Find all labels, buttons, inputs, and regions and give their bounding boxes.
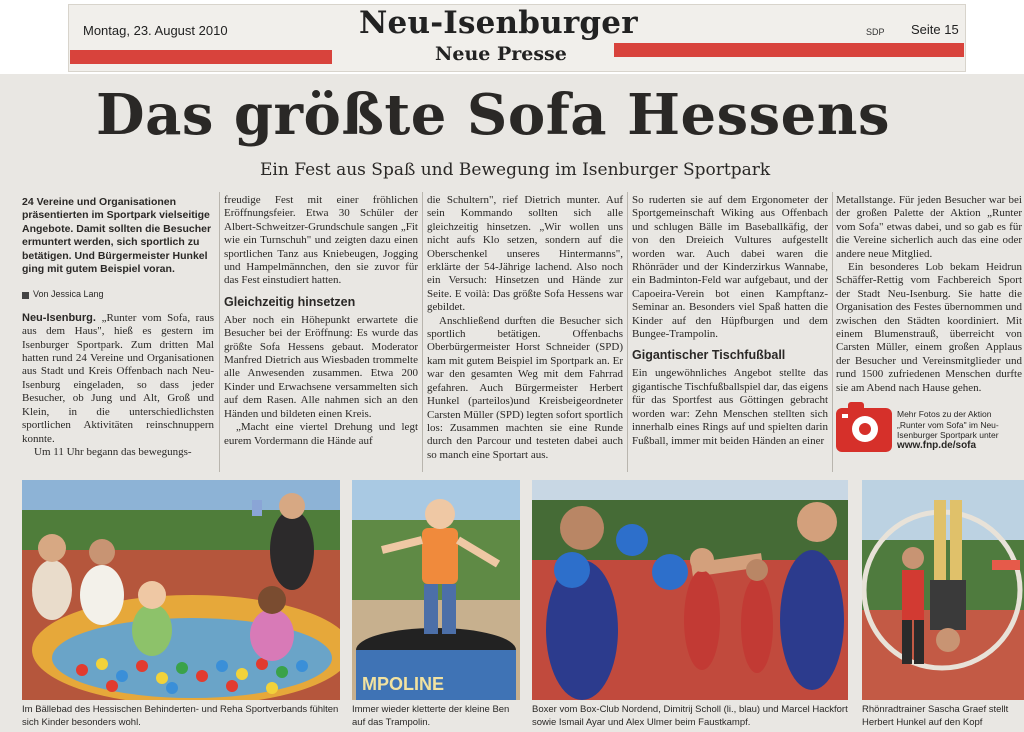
photo-boxing: [532, 480, 848, 700]
page-number: Seite 15: [911, 22, 959, 37]
paragraph: freudige Fest mit einer fröhlichen Eröffnungsfeier. Etwa 30 Schüler der Albert-Schweitzer-Grundschule sangen „Fit wie ein Turnschuh" und zeigten dazu einen sportlichen Tanz aus Kniebeugen, Jogging und Hampelmännchen, den sie zuvor für das Fest einstudiert hatten.: [224, 194, 418, 287]
paragraph: Anschließend durften die Besucher sich sportlich betätigen. Offenbachs Oberbürgermeister Horst Schneider (SPD) kam mit gutem Beispiel im Sportpark an. Er war den gesamten Weg mit dem Fahrrad gefahren. Auch Bürgermeister Herbert Hunkel (parteilos)und Kreisbeigeordneter Carsten Müller (SPD) legten sofort sportlich los: Zusammen machten sie eine Runde durch den Parcour und testeten dabei auch so manch eine Sportart aus.: [427, 314, 623, 461]
paragraph: Um 11 Uhr begann das bewegungs-: [34, 445, 192, 458]
article-teaser: 24 Vereine und Organisationen präsentierten im Sportpark vielseitige Angebote. Damit sollten die Besucher ermuntert werden, sich sportlich zu betätigen. Und Bürgermeister Hunkel ging mit gutem Beispiel voran.: [22, 196, 212, 276]
column-divider: [627, 192, 628, 472]
photo-caption: Im Bällebad des Hessischen Behinderten- und Reha Sportverbands fühlten sich Kinder besonders wohl.: [22, 704, 339, 728]
column-3: [427, 194, 623, 462]
column-divider: [219, 192, 220, 472]
byline-marker-icon: [22, 292, 29, 299]
author: Von Jessica Lang: [33, 289, 104, 300]
article-subheadline: Ein Fest aus Spaß und Bewegung im Isenburger Sportpark: [260, 160, 771, 180]
edition-code: SDP: [866, 27, 885, 37]
byline: [22, 288, 214, 301]
paragraph: die Schultern", rief Dietrich munter. Auf sein Kommando sollten sich alle gleichzeitig hinsetzen. „Wir wollen uns nicht aufs Klo setzen, sondern auf die Oberschenkel unseres Hintermanns", erklärte der 54-Jährige lachend. Also noch ein Versuch: Hinsetzen und Hände zur Seite. E voilà: Das größte Sofa Hessens war gebildet.: [427, 194, 623, 314]
more-photos-text: Mehr Fotos zu der Aktion „Runter vom Sofa" im Neu-Isenburger Sportpark unter: [897, 409, 999, 440]
photo-rhoenrad: [862, 480, 1024, 700]
column-2: [224, 194, 418, 448]
photo-caption: Immer wieder kletterte der kleine Ben auf das Trampolin.: [352, 704, 510, 728]
column-4: [632, 194, 828, 448]
paragraph: Aber noch ein Höhepunkt erwartete die Besucher bei der Eröffnung: Es wurde das größte Sofa Hessens gebaut. Moderator Manfred Dietrich aus Wiesbaden trommelte alle Anwesenden zusammen. Etwa 200 Kinder und Erwachsene versammelten sich auf dem Rasen. Alle nahmen sich an den Händen und bildeten einen Kreis.: [224, 313, 418, 420]
article-headline: Das größte Sofa Hessens: [96, 82, 891, 148]
camera-icon: [836, 408, 892, 452]
photo-trampoline: [352, 480, 520, 700]
boxing-image: [532, 480, 848, 700]
ball-pit-image: [22, 480, 340, 700]
section-heading: Gigantischer Tischfußball: [632, 348, 786, 363]
paragraph-text: „Runter vom Sofa, raus aus dem Haus", hieß es gestern im Isenburger Sportpark. Zum dritten Mal hatten rund 24 Vereine und Organisationen aus Stadt und Kreis Offenbach nach Neu-Isenburg eingeladen, so dass jeder Besucher, ob Jung und Alt, Groß und Klein, in die unterschiedlichsten sportlichen Aktivitäten reinschnuppern konnte.: [22, 311, 214, 445]
newspaper-title: Neu-Isenburger: [359, 5, 638, 41]
section-heading: Gleichzeitig hinsetzen: [224, 294, 356, 309]
photo-caption: Rhönradtrainer Sascha Graef stellt Herbert Hunkel auf den Kopf: [862, 704, 1009, 728]
paragraph: So ruderten sie auf dem Ergonometer der Sportgemeinschaft Wiking aus Offenbach und schlugen Bälle im Baseballkäfig, der von den Dreieich Vultures aufgestellt worden war. Auch dabei waren die Rhönräder und der Kinderzirkus Wannabe, ein Badminton-Feld war aufgebaut, und der Capoeira-Verein bot einen Kampftanz-Seminar an. Besonders viel Spaß hatten die Kinder auf den Hüpfburgen und dem Bungee-Trampolin.: [632, 194, 828, 341]
paragraph: Ein besonderes Lob bekam Heidrun Schäffer-Rettig vom Fachbereich Sport der Stadt Neu-Isenburg. Sie hatte die Organisation des Festes übernommen und zwischen den Städten koordiniert. Mit einem Blumenstrauß, überreicht von Carsten Müller, einem großen Applaus der Besucher und Vereinsmitglieder und rund 1500 zufriedenen Menschen durfte sie am Abend nach Hause gehen.: [836, 261, 1022, 394]
paragraph: Metallstange. Für jeden Besucher war bei der großen Palette der Aktion „Runter vom Sofa" etwas dabei, und so gab es für die Vereine sicherlich auch das eine oder andere neue Mitglied.: [836, 194, 1022, 260]
photo-ball-pit: [22, 480, 340, 700]
paragraph: „Macht eine viertel Drehung und legt eurem Vordermann die Hände auf: [224, 421, 418, 447]
column-5: [836, 194, 1022, 395]
issue-date: Montag, 23. August 2010: [83, 23, 228, 38]
column-1: [22, 196, 214, 459]
red-rule-right: [614, 43, 964, 57]
paragraph: Ein ungewöhnliches Angebot stellte das gigantische Tischfußballspiel dar, das eigens für das Sportfest aus Göttingen gebracht worden war: Zehn Menschen stellten sich innerhalb eines Rings auf und spielten darin Fußball, immer mit beiden Händen an einer: [632, 367, 829, 447]
column-divider: [832, 192, 833, 472]
photo-caption: Boxer vom Box-Club Nordend, Dimitrij Scholl (li., blau) und Marcel Hackfort sowie Ismail Ayar und Alex Ulmer beim Faustkampf.: [532, 704, 848, 728]
red-rule-left: [70, 50, 332, 64]
trampoline-sign: MPOLINE: [362, 674, 445, 694]
more-photos-link[interactable]: www.fnp.de/sofa: [897, 439, 977, 451]
rhoenrad-image: [862, 480, 1024, 700]
trampoline-image: [352, 480, 520, 700]
dateline: Neu-Isenburg.: [22, 311, 96, 324]
column-divider: [422, 192, 423, 472]
newspaper-subtitle: Neue Presse: [435, 43, 567, 65]
paragraph: [22, 312, 214, 446]
more-photos-note: [897, 409, 1021, 451]
